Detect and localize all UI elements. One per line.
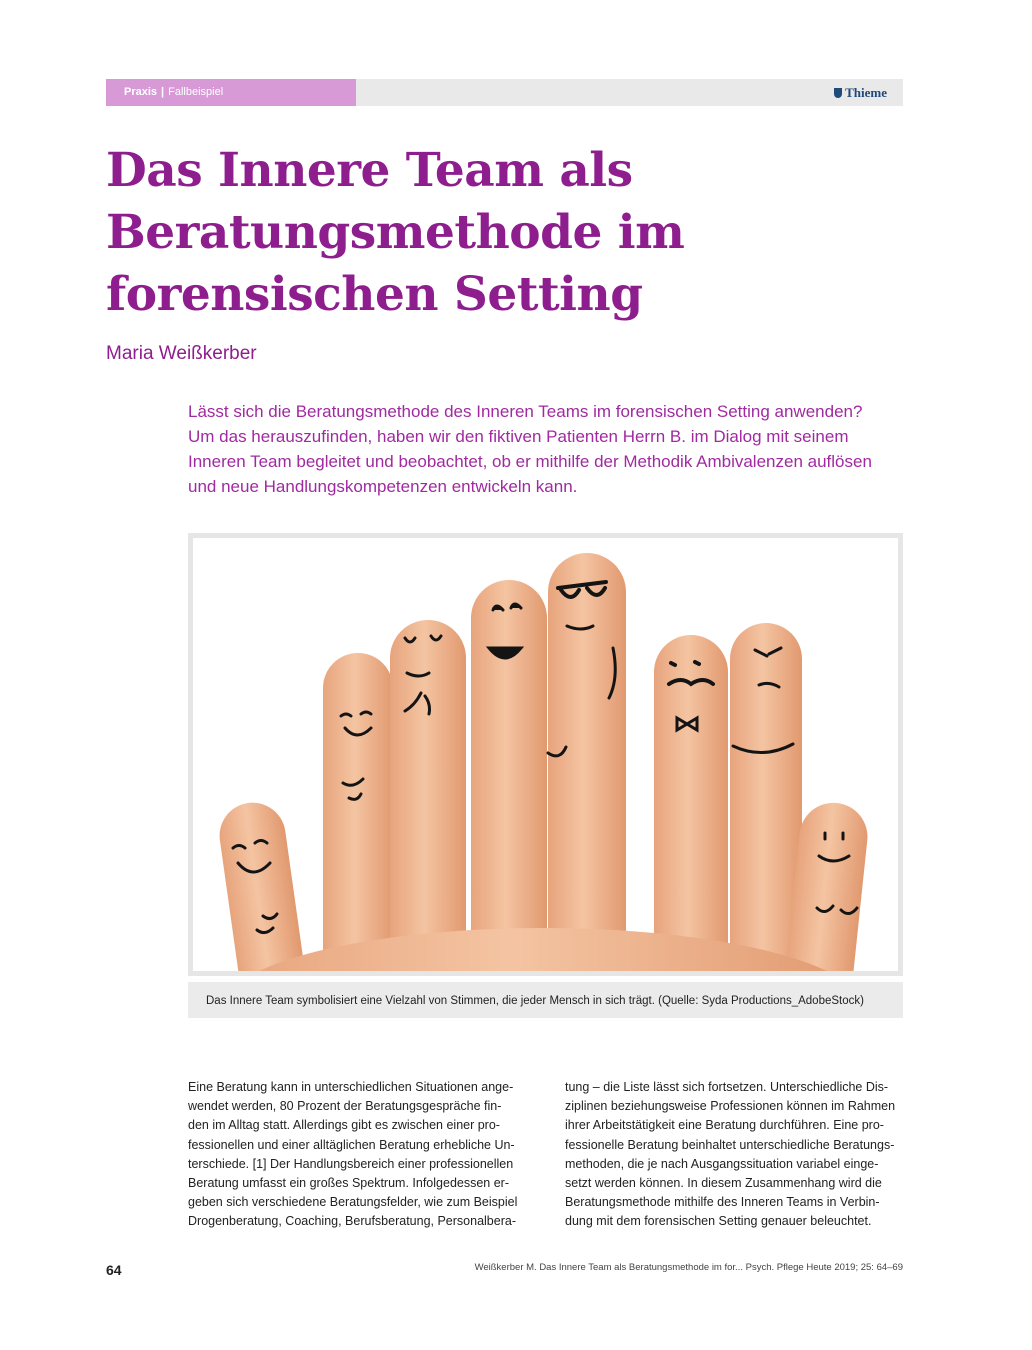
section-label: Praxis: [124, 86, 158, 98]
body-line: setzt werden können. In diesem Zusammenhang wird die: [565, 1176, 882, 1191]
body-line: fessionelle Beratung beinhaltet unterschiedliche Beratungs-: [565, 1137, 895, 1152]
fingers: [215, 553, 870, 971]
body-line: geben sich verschiedene Beratungsfelder, wie zum Beispiel: [188, 1195, 518, 1210]
lead-line: Lässt sich die Beratungsmethode des Inneren Teams im forensischen Setting anwenden?: [188, 402, 863, 421]
article-title: [106, 140, 886, 326]
figure-image: [193, 538, 898, 971]
body-line: tung – die Liste lässt sich fortsetzen. Unterschiedliche Dis-: [565, 1080, 889, 1094]
finger-4: [471, 580, 547, 971]
section-separator: |: [161, 86, 165, 98]
body-line: terschiede. [1] Der Handlungsbereich einer professionellen: [188, 1156, 514, 1171]
body-line: ziplinen beziehungsweise Professionen können im Rahmen: [565, 1099, 896, 1114]
finger-faces-illustration: [193, 538, 898, 971]
title-line: forensischen Setting: [106, 267, 643, 322]
finger-5: [548, 553, 626, 971]
body-line: den im Alltag statt. Allerdings gibt es zwischen einer pro-: [188, 1118, 500, 1133]
body-line: Eine Beratung kann in unterschiedlichen Situationen ange-: [188, 1080, 514, 1094]
body-line: methoden, die je nach Ausgangssituation variabel einge-: [565, 1156, 879, 1171]
body-line: Beratung umfasst ein großes Spektrum. Infolgedessen er-: [188, 1176, 509, 1191]
body-line: fessionellen und einer alltäglichen Beratung erhebliche Un-: [188, 1137, 515, 1152]
thieme-shield-icon: [834, 88, 842, 98]
lead-line: Um das herauszufinden, haben wir den fiktiven Patienten Herrn B. im Dialog mit seinem: [188, 427, 849, 446]
lead-line: und neue Handlungskompetenzen entwickeln kann.: [188, 477, 578, 496]
lead-line: Inneren Team begleitet und beobachtet, ob er mithilfe der Methodik Ambivalenzen auflösen: [188, 452, 872, 471]
title-line: Das Innere Team als: [106, 143, 633, 198]
category-label: Fallbeispiel: [168, 86, 224, 98]
body-line: wendet werden, 80 Prozent der Beratungsgespräche fin-: [188, 1099, 502, 1114]
figure-caption: Das Innere Team symbolisiert eine Vielzahl von Stimmen, die jeder Mensch in sich trägt. (Quelle: Syda Productions_AdobeStock): [188, 982, 903, 1018]
finger-2: [323, 653, 393, 971]
body-column-right: [565, 1078, 905, 1232]
running-header: [106, 79, 903, 106]
body-column-left: [188, 1078, 528, 1232]
section-tag: [106, 79, 356, 106]
page-number: 64: [106, 1262, 122, 1278]
figure-frame: [188, 533, 903, 976]
footer-citation: Weißkerber M. Das Innere Team als Beratungsmethode im for... Psych. Pflege Heute 2019; 25: 64–69: [474, 1262, 903, 1273]
publisher-logo: [834, 79, 887, 106]
title-line: Beratungsmethode im: [106, 205, 685, 260]
body-line: Beratungsmethode mithilfe des Inneren Teams in Verbin-: [565, 1195, 880, 1210]
author-name: Maria Weißkerber: [106, 343, 257, 364]
body-line: Drogenberatung, Coaching, Berufsberatung, Personalbera-: [188, 1214, 516, 1229]
body-line: ihrer Arbeitstätigkeit eine Beratung durchführen. Eine pro-: [565, 1118, 884, 1133]
lead-paragraph: [188, 399, 918, 499]
publisher-name: Thieme: [845, 85, 887, 100]
finger-1: [215, 798, 314, 971]
body-line: dung mit dem forensischen Setting genauer beleuchtet.: [565, 1214, 872, 1229]
